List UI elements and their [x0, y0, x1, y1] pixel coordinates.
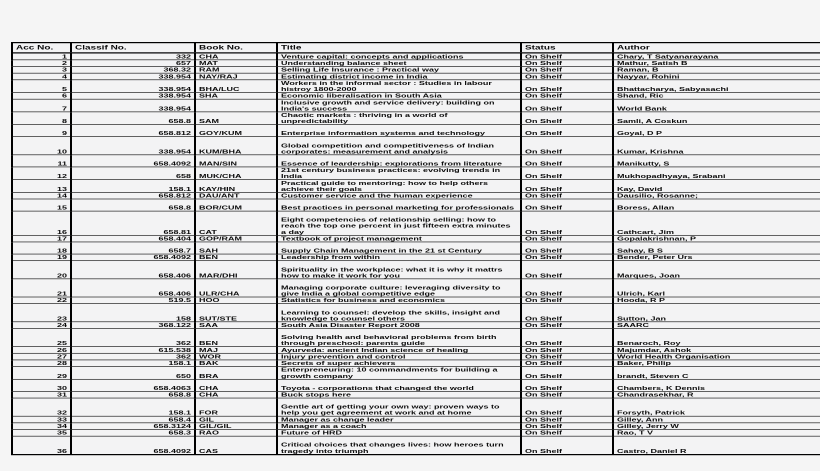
cell-title: Toyota - corporations that changed the world	[277, 379, 521, 391]
cell-status: On Shelf	[521, 80, 613, 93]
column-header-author: Author	[613, 43, 820, 53]
cell-status: On Shelf	[521, 423, 613, 430]
cell-book: MAT	[195, 60, 277, 67]
cell-classif: 158.1	[71, 360, 195, 367]
cell-book: BOR/CUM	[195, 199, 277, 211]
column-header-classif: Classif No.	[71, 43, 195, 53]
cell-status: On Shelf	[521, 112, 613, 125]
cell-author: Mathur, Satish B	[613, 60, 820, 67]
cell-author: Baker, Philip	[613, 360, 820, 367]
cell-classif: 658.7	[71, 242, 195, 254]
cell-classif: 658.4092	[71, 254, 195, 261]
cell-acc: 6	[12, 93, 71, 100]
cell-classif: 658.812	[71, 125, 195, 137]
cell-author: Rao, T V	[613, 430, 820, 437]
cell-classif: 158	[71, 304, 195, 322]
cell-book: MAN/SIN	[195, 155, 277, 167]
cell-book: KAY/HIN	[195, 180, 277, 193]
cell-status: On Shelf	[521, 297, 613, 304]
cell-title: Inclusive growth and service delivery: building on India's success	[277, 99, 521, 112]
cell-author: brandt, Steven C	[613, 367, 820, 380]
table-row	[12, 304, 820, 322]
cell-author: Castro, Daniel R	[613, 436, 820, 454]
cell-status: On Shelf	[521, 53, 613, 60]
cell-acc: 14	[12, 192, 71, 199]
cell-status: On Shelf	[521, 328, 613, 346]
cell-acc: 31	[12, 391, 71, 398]
table-row	[12, 137, 820, 155]
table-row	[12, 211, 820, 235]
cell-book: MUK/CHA	[195, 167, 277, 180]
table-row	[12, 423, 820, 430]
cell-acc: 19	[12, 254, 71, 261]
cell-acc: 23	[12, 304, 71, 322]
cell-classif: 658.406	[71, 279, 195, 297]
cell-status: On Shelf	[521, 67, 613, 74]
cell-book: BAK	[195, 360, 277, 367]
table-container	[11, 42, 820, 455]
cell-status: On Shelf	[521, 367, 613, 380]
cell-author: Kay, David	[613, 180, 820, 193]
cell-classif: 658.3124	[71, 423, 195, 430]
table-row	[12, 73, 820, 80]
cell-title: Injury prevention and control	[277, 353, 521, 360]
cell-status: On Shelf	[521, 155, 613, 167]
cell-book: SHA	[195, 93, 277, 100]
table-row	[12, 53, 820, 60]
cell-status: On Shelf	[521, 347, 613, 354]
table-row	[12, 254, 820, 261]
cell-status: On Shelf	[521, 360, 613, 367]
cell-classif: 658	[71, 167, 195, 180]
cell-acc: 30	[12, 379, 71, 391]
cell-classif: 658.81	[71, 211, 195, 235]
cell-title: Practical guide to mentoring: how to help others achieve their goals	[277, 180, 521, 193]
cell-acc: 28	[12, 360, 71, 367]
table-row	[12, 328, 820, 346]
cell-status: On Shelf	[521, 180, 613, 193]
cell-status: On Shelf	[521, 73, 613, 80]
cell-classif: 338.954	[71, 137, 195, 155]
cell-author: Manikutty, S	[613, 155, 820, 167]
cell-status: On Shelf	[521, 137, 613, 155]
table-row	[12, 436, 820, 454]
cell-classif: 658.8	[71, 112, 195, 125]
cell-acc: 17	[12, 235, 71, 242]
cell-title: Enterprise information systems and technology	[277, 125, 521, 137]
cell-title: South Asia Disaster Report 2008	[277, 322, 521, 329]
library-catalog-table	[11, 42, 820, 455]
cell-title: Manager as a coach	[277, 423, 521, 430]
table-row	[12, 155, 820, 167]
cell-classif: 658.3	[71, 430, 195, 437]
cell-book: SUT/STE	[195, 304, 277, 322]
table-row	[12, 261, 820, 279]
table-row	[12, 99, 820, 112]
cell-author: Bhattacharya, Sabyasachi	[613, 80, 820, 93]
table-row	[12, 180, 820, 193]
cell-title: 21st century business practices: evolving trends in India	[277, 167, 521, 180]
table-row	[12, 242, 820, 254]
cell-status: On Shelf	[521, 436, 613, 454]
cell-book: NAY/RAJ	[195, 73, 277, 80]
cell-author: Gilley, Ann	[613, 416, 820, 423]
cell-author: SAARC	[613, 322, 820, 329]
cell-title: Statistics for business and economics	[277, 297, 521, 304]
header-row	[12, 43, 820, 53]
cell-title: Eight competencies of relationship selling: how to reach the top one percent in just fifteen extra minutes a day	[277, 211, 521, 235]
cell-classif: 658.4063	[71, 379, 195, 391]
cell-book: DAU/ANT	[195, 192, 277, 199]
cell-book: CAS	[195, 436, 277, 454]
cell-status: On Shelf	[521, 304, 613, 322]
cell-acc: 7	[12, 99, 71, 112]
cell-acc: 21	[12, 279, 71, 297]
cell-acc: 16	[12, 211, 71, 235]
cell-classif: 368.32	[71, 67, 195, 74]
cell-title: Solving health and behavioral problems from birth through preschool: parents guide	[277, 328, 521, 346]
cell-classif: 657	[71, 60, 195, 67]
cell-classif: 338.954	[71, 80, 195, 93]
cell-classif: 519.5	[71, 297, 195, 304]
table-row	[12, 391, 820, 398]
cell-status: On Shelf	[521, 199, 613, 211]
cell-book: CAT	[195, 211, 277, 235]
cell-book: CHA	[195, 391, 277, 398]
cell-classif: 658.4092	[71, 436, 195, 454]
cell-author: Boress, Allan	[613, 199, 820, 211]
cell-classif: 650	[71, 367, 195, 380]
cell-title: Selling Life Insurance : Practical way	[277, 67, 521, 74]
table-row	[12, 347, 820, 354]
cell-classif: 658.812	[71, 192, 195, 199]
cell-classif: 615.538	[71, 347, 195, 354]
table-row	[12, 93, 820, 100]
cell-status: On Shelf	[521, 235, 613, 242]
cell-status: On Shelf	[521, 167, 613, 180]
cell-author: World Health Organisation	[613, 353, 820, 360]
cell-status: On Shelf	[521, 242, 613, 254]
cell-author: Bender, Peter Urs	[613, 254, 820, 261]
cell-status: On Shelf	[521, 192, 613, 199]
table-row	[12, 416, 820, 423]
cell-author: Gopalakrishnan, P	[613, 235, 820, 242]
cell-acc: 24	[12, 322, 71, 329]
cell-status: On Shelf	[521, 125, 613, 137]
cell-status: On Shelf	[521, 379, 613, 391]
cell-book: GIL/GIL	[195, 423, 277, 430]
cell-acc: 15	[12, 199, 71, 211]
cell-title: Learning to counsel: develop the skills, insight and knowledge to counsel others	[277, 304, 521, 322]
cell-status: On Shelf	[521, 93, 613, 100]
cell-author: Gilley, Jerry W	[613, 423, 820, 430]
cell-book: WOR	[195, 353, 277, 360]
cell-title: Venture capital: concepts and applications	[277, 53, 521, 60]
cell-book: KUM/BHA	[195, 137, 277, 155]
column-header-book: Book No.	[195, 43, 277, 53]
cell-book: FOR	[195, 398, 277, 416]
cell-book: HOO	[195, 297, 277, 304]
table-body	[12, 53, 820, 454]
cell-acc: 5	[12, 80, 71, 93]
cell-classif: 338.954	[71, 73, 195, 80]
cell-classif: 362	[71, 328, 195, 346]
cell-book: GOY/KUM	[195, 125, 277, 137]
table-row	[12, 60, 820, 67]
cell-acc: 11	[12, 155, 71, 167]
cell-status: On Shelf	[521, 261, 613, 279]
cell-status: On Shelf	[521, 211, 613, 235]
cell-book: BEN	[195, 254, 277, 261]
cell-author: Chandrasekhar, R	[613, 391, 820, 398]
cell-status: On Shelf	[521, 398, 613, 416]
cell-classif: 658.4	[71, 416, 195, 423]
cell-author: Samli, A Coskun	[613, 112, 820, 125]
table-row	[12, 192, 820, 199]
cell-book: BEN	[195, 328, 277, 346]
cell-author: World Bank	[613, 99, 820, 112]
table-row	[12, 112, 820, 125]
table-row	[12, 125, 820, 137]
table-row	[12, 367, 820, 380]
cell-status: On Shelf	[521, 353, 613, 360]
table-row	[12, 80, 820, 93]
cell-acc: 3	[12, 67, 71, 74]
cell-status: On Shelf	[521, 60, 613, 67]
cell-author: Goyal, D P	[613, 125, 820, 137]
cell-acc: 8	[12, 112, 71, 125]
cell-acc: 9	[12, 125, 71, 137]
table-row	[12, 379, 820, 391]
cell-author: Hooda, R P	[613, 297, 820, 304]
cell-author: Chambers, K Dennis	[613, 379, 820, 391]
cell-book: GOP/RAM	[195, 235, 277, 242]
cell-title: Manager as change leader	[277, 416, 521, 423]
cell-title: Textbook of project management	[277, 235, 521, 242]
cell-author: Benaroch, Roy	[613, 328, 820, 346]
cell-title: Supply Chain Management in the 21 st Century	[277, 242, 521, 254]
table-row	[12, 199, 820, 211]
cell-author: Marques, Joan	[613, 261, 820, 279]
table-row	[12, 353, 820, 360]
cell-title: Best practices in personal marketing for professionals	[277, 199, 521, 211]
cell-classif: 338.954	[71, 99, 195, 112]
cell-author: Mukhopadhyaya, Srabani	[613, 167, 820, 180]
cell-author: Sutton, Jan	[613, 304, 820, 322]
cell-acc: 26	[12, 347, 71, 354]
cell-title: Understanding balance sheet	[277, 60, 521, 67]
cell-status: On Shelf	[521, 391, 613, 398]
cell-author: Kumar, Krishna	[613, 137, 820, 155]
cell-acc: 35	[12, 430, 71, 437]
cell-title: Gentle art of getting your own way: proven ways to help you get agreement at work and at home	[277, 398, 521, 416]
cell-title: Customer service and the human experience	[277, 192, 521, 199]
cell-book	[195, 99, 277, 112]
cell-acc: 34	[12, 423, 71, 430]
table-row	[12, 279, 820, 297]
cell-status: On Shelf	[521, 254, 613, 261]
table-row	[12, 398, 820, 416]
cell-acc: 18	[12, 242, 71, 254]
cell-book: CHA	[195, 53, 277, 60]
cell-acc: 29	[12, 367, 71, 380]
cell-classif: 338.954	[71, 93, 195, 100]
column-header-title: Title	[277, 43, 521, 53]
cell-author: Cathcart, Jim	[613, 211, 820, 235]
cell-acc: 1	[12, 53, 71, 60]
cell-book: GIL	[195, 416, 277, 423]
cell-author: Chary, T Satyanarayana	[613, 53, 820, 60]
cell-book: RAO	[195, 430, 277, 437]
cell-title: Chaotic markets : thriving in a world of unpredictability	[277, 112, 521, 125]
cell-acc: 13	[12, 180, 71, 193]
table-row	[12, 297, 820, 304]
table-row	[12, 67, 820, 74]
cell-acc: 2	[12, 60, 71, 67]
cell-title: Ayurveda: ancient Indian science of healing	[277, 347, 521, 354]
cell-book: BRA	[195, 367, 277, 380]
cell-book: ULR/CHA	[195, 279, 277, 297]
cell-classif: 658.406	[71, 261, 195, 279]
cell-title: Future of HRD	[277, 430, 521, 437]
cell-title: Essence of leardership: explorations from literature	[277, 155, 521, 167]
cell-book: BHA/LUC	[195, 80, 277, 93]
cell-author: Forsyth, Patrick	[613, 398, 820, 416]
cell-classif: 158.1	[71, 180, 195, 193]
cell-acc: 22	[12, 297, 71, 304]
cell-acc: 25	[12, 328, 71, 346]
cell-book: MAJ	[195, 347, 277, 354]
cell-title: Workers in the informal sector : Studies in labour histroy 1800-2000	[277, 80, 521, 93]
cell-acc: 36	[12, 436, 71, 454]
cell-book: RAM	[195, 67, 277, 74]
cell-book: SAH	[195, 242, 277, 254]
cell-author: Ulrich, Karl	[613, 279, 820, 297]
cell-author: Raman, B	[613, 67, 820, 74]
cell-title: Estimating district income in India	[277, 73, 521, 80]
cell-classif: 158.1	[71, 398, 195, 416]
cell-title: Leadership from within	[277, 254, 521, 261]
cell-status: On Shelf	[521, 322, 613, 329]
cell-classif: 658.404	[71, 235, 195, 242]
cell-acc: 27	[12, 353, 71, 360]
cell-book: MAR/DHI	[195, 261, 277, 279]
table-row	[12, 360, 820, 367]
table-row	[12, 167, 820, 180]
cell-author: Sahay, B S	[613, 242, 820, 254]
cell-book: SAA	[195, 322, 277, 329]
cell-classif: 362	[71, 353, 195, 360]
column-header-status: Status	[521, 43, 613, 53]
cell-author: Nayyar, Rohini	[613, 73, 820, 80]
cell-acc: 4	[12, 73, 71, 80]
cell-acc: 33	[12, 416, 71, 423]
cell-title: Economic liberalisation in South Asia	[277, 93, 521, 100]
cell-acc: 20	[12, 261, 71, 279]
cell-status: On Shelf	[521, 430, 613, 437]
cell-author: Shand, Ric	[613, 93, 820, 100]
cell-acc: 12	[12, 167, 71, 180]
column-header-acc: Acc No.	[12, 43, 71, 53]
cell-title: Buck stops here	[277, 391, 521, 398]
cell-book: SAM	[195, 112, 277, 125]
table-row	[12, 430, 820, 437]
cell-classif: 658.8	[71, 391, 195, 398]
cell-title: Critical choices that changes lives: how heroes turn tragedy into triumph	[277, 436, 521, 454]
cell-title: Spirituality in the workplace: what it is why it mattrs how to make it work for you	[277, 261, 521, 279]
cell-status: On Shelf	[521, 416, 613, 423]
cell-classif: 658.4092	[71, 155, 195, 167]
cell-classif: 368.122	[71, 322, 195, 329]
cell-title: Enterpreneuring: 10 commandments for building a growth company	[277, 367, 521, 380]
cell-title: Global competition and competitiveness of Indian corporates: measurement and analysis	[277, 137, 521, 155]
cell-acc: 32	[12, 398, 71, 416]
cell-author: Majumdar, Ashok	[613, 347, 820, 354]
cell-acc: 10	[12, 137, 71, 155]
cell-status: On Shelf	[521, 99, 613, 112]
cell-author: Dausilio, Rosanne;	[613, 192, 820, 199]
cell-classif: 658.8	[71, 199, 195, 211]
cell-book: CHA	[195, 379, 277, 391]
cell-title: Secrets of super achievers	[277, 360, 521, 367]
cell-title: Managing corporate culture: leveraging diversity to give India a global competitive edge	[277, 279, 521, 297]
table-header	[12, 43, 820, 53]
cell-status: On Shelf	[521, 279, 613, 297]
cell-classif: 332	[71, 53, 195, 60]
